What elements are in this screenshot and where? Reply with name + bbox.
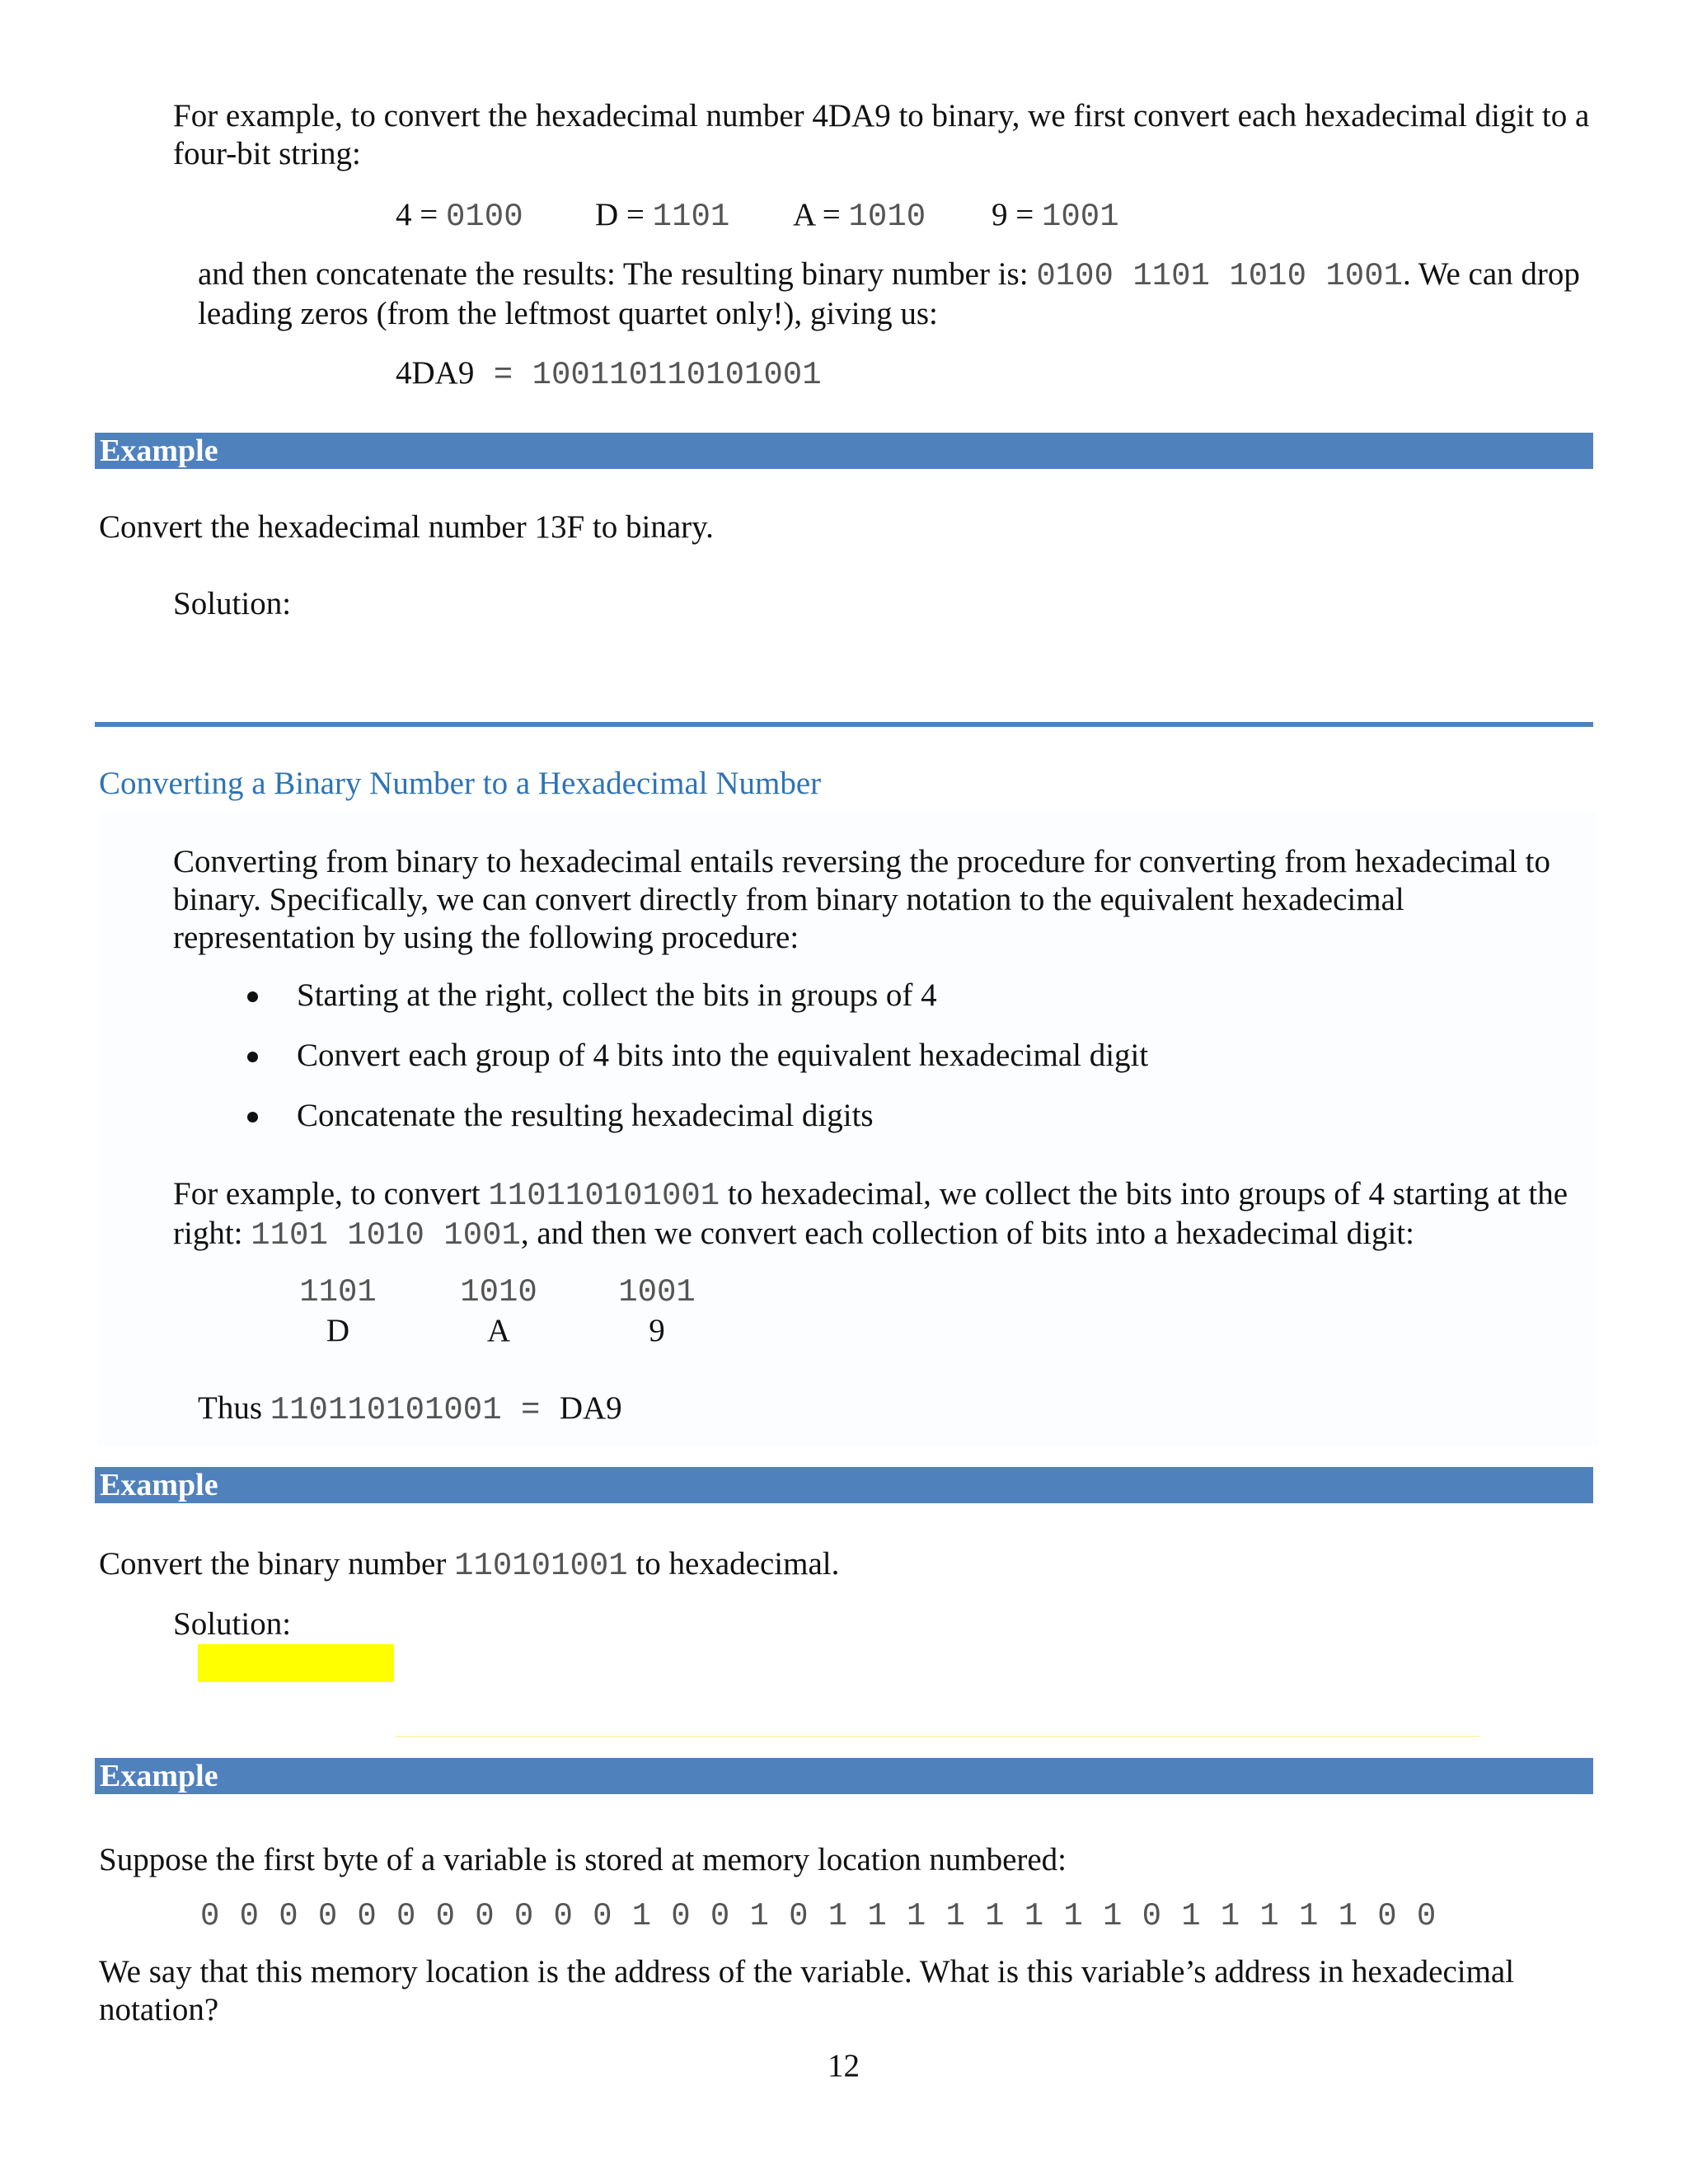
section-paragraph: Converting from binary to hexadecimal entails reversing the procedure for converting from hexadecimal to binary. Specifically, we can convert directly from binary notation to the equivalent hexadecimal representation by using the following procedure: bbox=[173, 844, 1550, 955]
binary-code: 110110101001 bbox=[270, 1392, 502, 1428]
para-text: and then concatenate the results: The resulting binary number is: bbox=[198, 256, 1037, 292]
mapping-4 bbox=[396, 196, 523, 236]
list-item: Convert each group of 4 bits into the equivalent hexadecimal digit bbox=[239, 1037, 1148, 1097]
para-text: . We can drop leading zeros (from the leftmost quartet only!), giving us: bbox=[198, 256, 1580, 331]
example3-followup: We say that this memory location is the address of the variable. What is this variable’s address in hexadecimal notation? bbox=[99, 1954, 1515, 2027]
example-banner-1: Example bbox=[95, 433, 1593, 469]
binary-code: 110110101001 bbox=[488, 1178, 720, 1214]
memory-bits: 0 0 0 0 0 0 0 0 0 0 0 1 0 0 1 0 1 1 1 1 1 1 1 1 0 1 1 1 1 1 0 0 bbox=[200, 1898, 1437, 1934]
example3-question: Suppose the first byte of a variable is stored at memory location numbered: bbox=[99, 1842, 1067, 1877]
equals-sign: = bbox=[474, 357, 532, 393]
bin-value: 1101 bbox=[652, 199, 730, 235]
example1-solution-label: Solution: bbox=[173, 586, 292, 621]
para-text: , and then we convert each collection of bits into a hexadecimal digit: bbox=[520, 1216, 1414, 1251]
faint-line bbox=[396, 1736, 1479, 1737]
equals-sign: = bbox=[411, 197, 446, 232]
hex-digit: D bbox=[595, 197, 619, 232]
example-banner-3: Example bbox=[95, 1758, 1593, 1794]
hex-digit: A bbox=[793, 197, 815, 232]
group-bits: 1010 bbox=[460, 1274, 537, 1310]
procedure-list bbox=[239, 977, 1148, 1157]
group-hex: A bbox=[486, 1313, 511, 1348]
thus-label: Thus bbox=[198, 1390, 270, 1426]
hex-result: DA9 bbox=[559, 1390, 622, 1426]
concatenate-paragraph bbox=[198, 255, 1591, 333]
question-text: Convert the binary number bbox=[99, 1546, 455, 1582]
group-hex: 9 bbox=[649, 1313, 665, 1348]
equals-sign: = bbox=[618, 197, 653, 232]
equals-sign: = bbox=[501, 1392, 560, 1428]
list-item: Starting at the right, collect the bits in groups of 4 bbox=[239, 977, 1148, 1037]
group-hex: D bbox=[326, 1313, 350, 1348]
example1-question: Convert the hexadecimal number 13F to binary. bbox=[99, 509, 714, 545]
mapping-D bbox=[595, 196, 729, 236]
binary-code: 1101 1010 1001 bbox=[251, 1217, 521, 1254]
binary-code: 110101001 bbox=[454, 1548, 628, 1584]
section-example-paragraph bbox=[173, 1175, 1591, 1254]
thus-equation bbox=[198, 1390, 622, 1429]
equals-sign: = bbox=[814, 197, 849, 232]
result-binary: 100110110101001 bbox=[532, 357, 822, 393]
question-text: to hexadecimal. bbox=[627, 1546, 840, 1582]
binary-code: 0100 1101 1010 1001 bbox=[1036, 258, 1404, 294]
hex-digit: 4 bbox=[396, 197, 412, 232]
equals-sign: = bbox=[1007, 197, 1042, 232]
mapping-9 bbox=[992, 196, 1119, 236]
example2-solution-label: Solution: bbox=[173, 1606, 292, 1642]
highlight-box bbox=[198, 1644, 394, 1682]
bin-value: 0100 bbox=[446, 199, 523, 235]
mapping-A bbox=[793, 196, 926, 236]
hex-digit: 9 bbox=[992, 197, 1008, 232]
para-text: For example, to convert bbox=[173, 1176, 489, 1212]
result-equation bbox=[396, 354, 822, 394]
example-banner-2: Example bbox=[95, 1467, 1593, 1503]
section-heading: Converting a Binary Number to a Hexadecimal Number bbox=[99, 766, 822, 801]
page-number: 12 bbox=[828, 2048, 860, 2083]
group-bits: 1101 bbox=[299, 1274, 377, 1310]
list-item: Concatenate the resulting hexadecimal digits bbox=[239, 1097, 1148, 1157]
intro-paragraph: For example, to convert the hexadecimal number 4DA9 to binary, we first convert each hexadecimal digit to a four-bit string: bbox=[173, 98, 1590, 171]
bin-value: 1001 bbox=[1042, 199, 1119, 235]
result-hex: 4DA9 bbox=[396, 355, 475, 391]
example2-question bbox=[99, 1545, 839, 1585]
para-text: to hexadecimal, we collect the bits into groups of 4 starting at the right: bbox=[173, 1176, 1568, 1251]
group-bits: 1001 bbox=[618, 1274, 696, 1310]
bin-value: 1010 bbox=[848, 199, 926, 235]
section-divider bbox=[95, 722, 1593, 727]
